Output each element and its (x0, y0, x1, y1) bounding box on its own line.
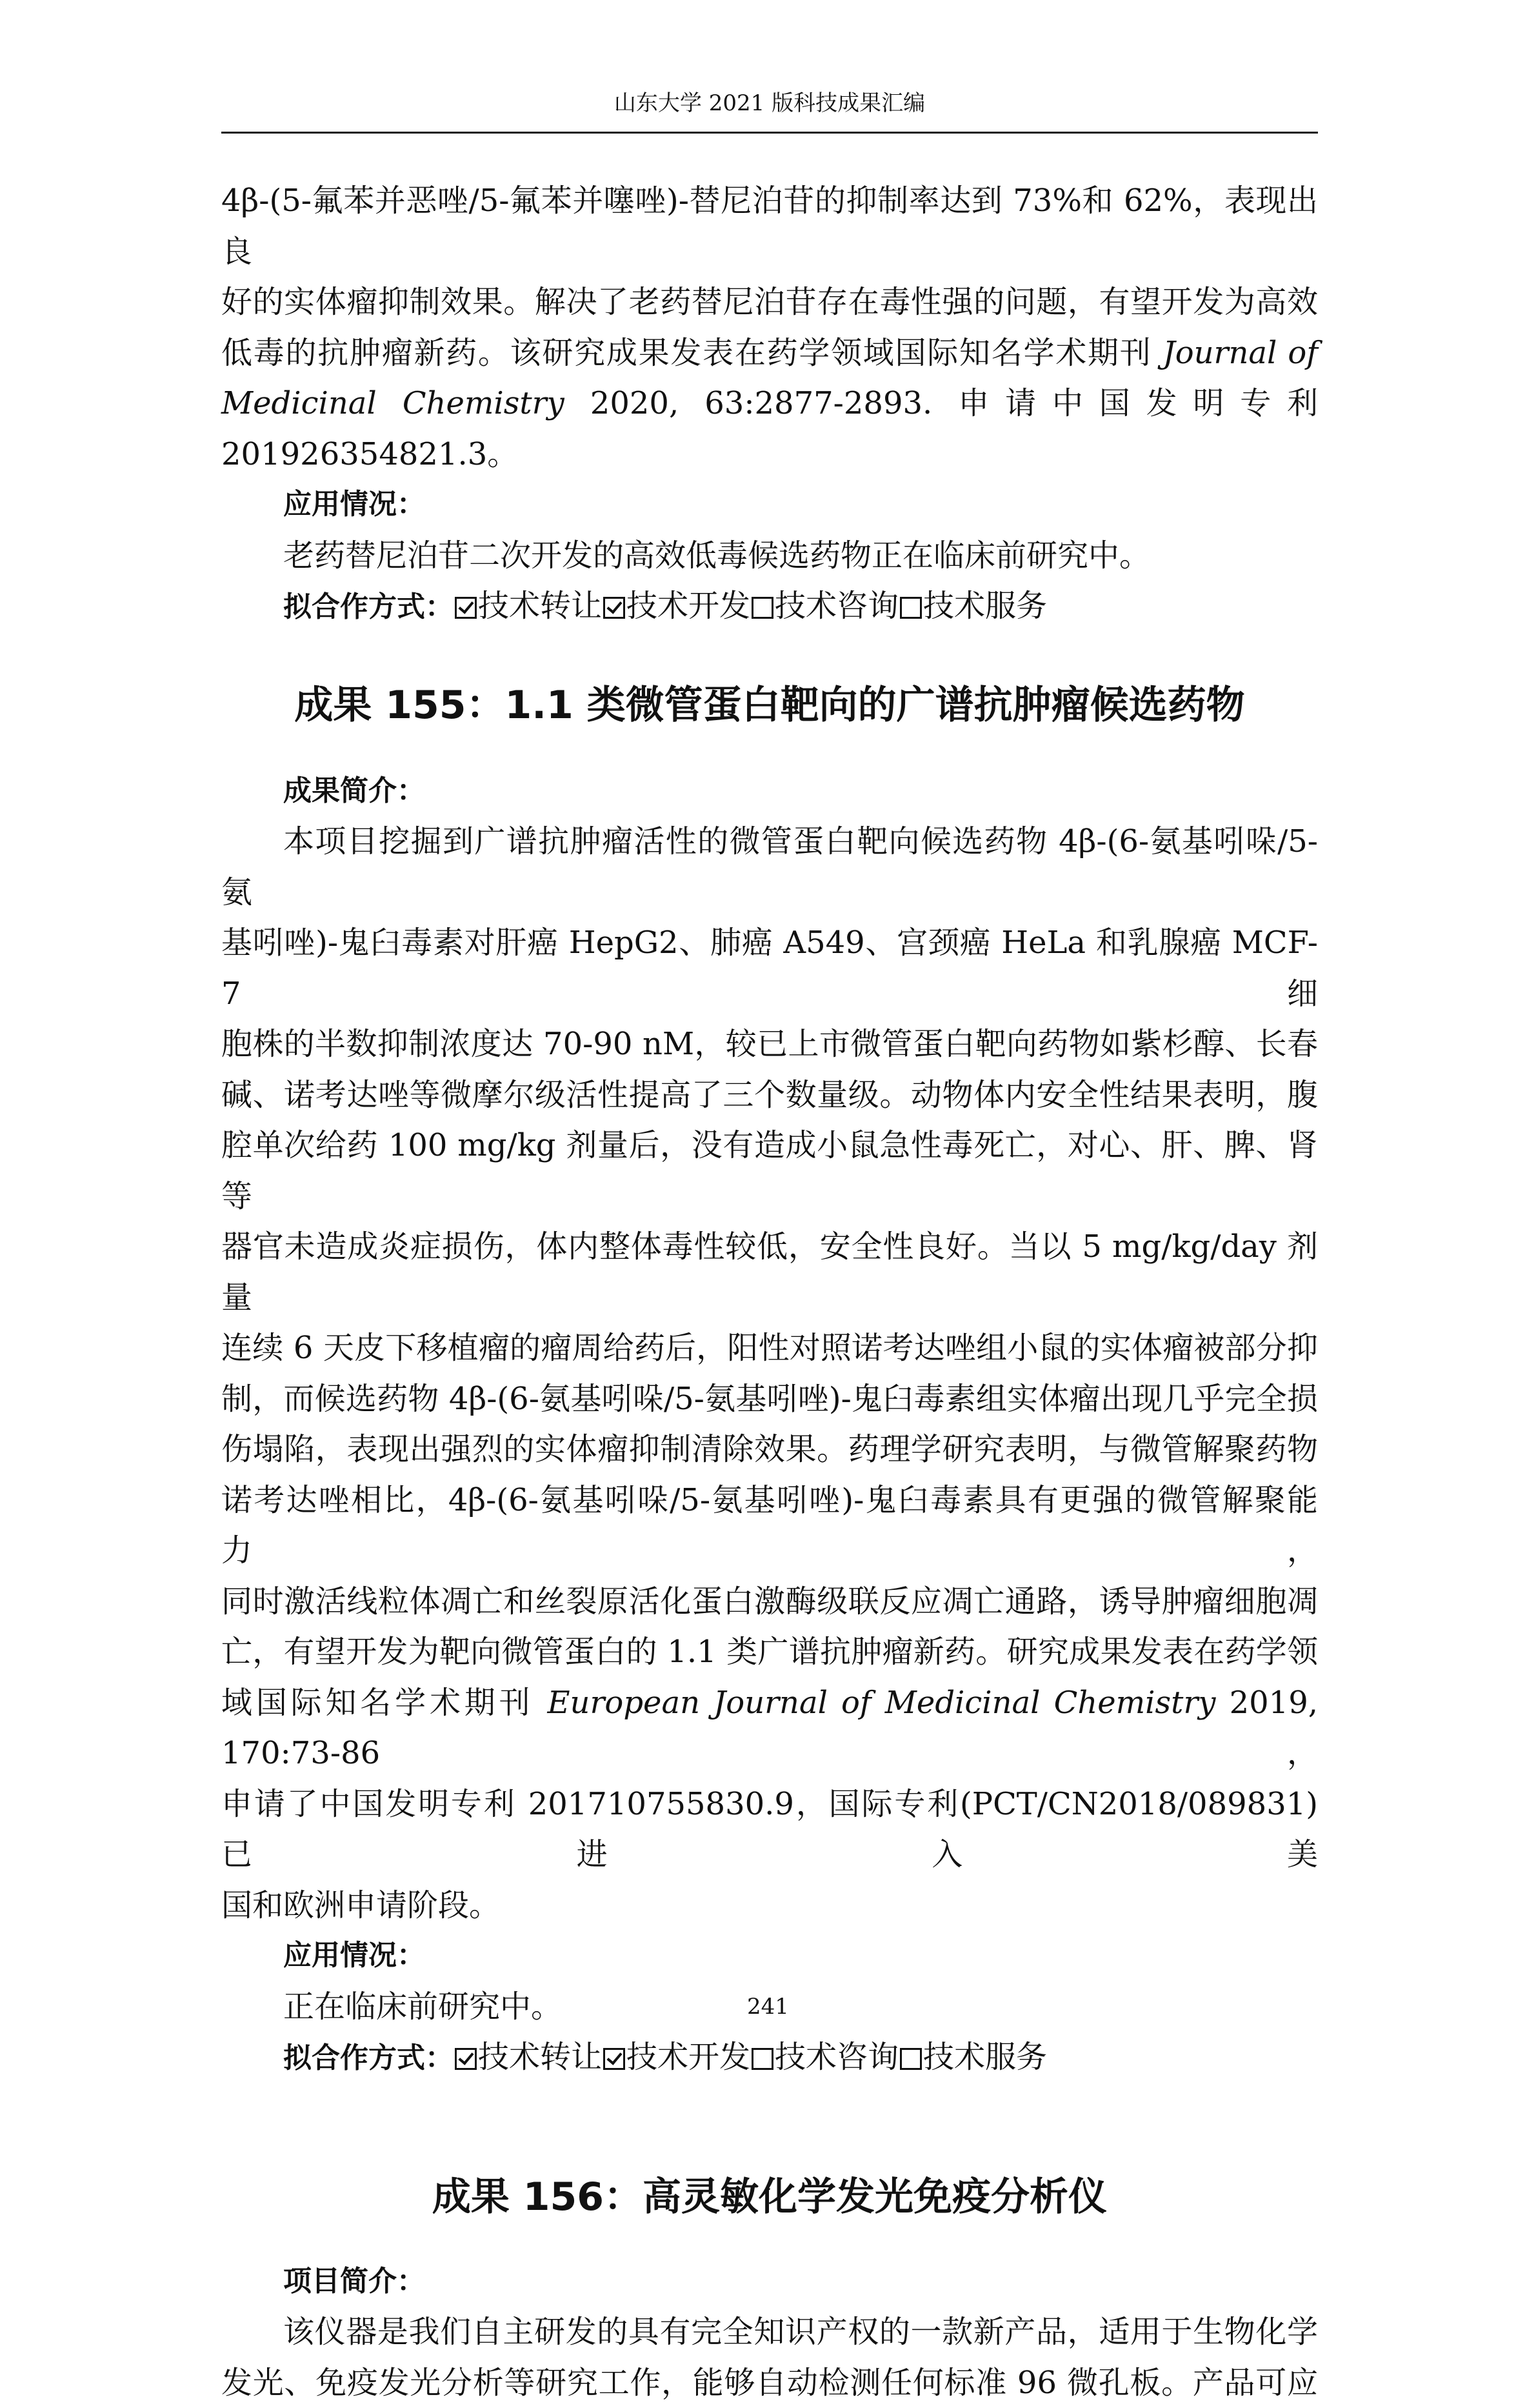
unchecked-box-icon (900, 2048, 922, 2070)
journal-name: Medicinal Chemistry (221, 385, 564, 421)
unchecked-box-icon (900, 597, 922, 619)
paragraph-line: 腔单次给药 100 mg/kg 剂量后，没有造成小鼠急性毒死亡，对心、肝、脾、肾等 (221, 1120, 1318, 1221)
paragraph-line: 连续 6 天皮下移植瘤的瘤周给药后，阳性对照诺考达唑组小鼠的实体瘤被部分抑 (221, 1323, 1318, 1374)
coop-option: 技术咨询 (775, 588, 899, 624)
cooperation-label: 拟合作方式： (283, 2042, 454, 2074)
checked-box-icon (603, 2048, 625, 2070)
paragraph-line: 伤塌陷，表现出强烈的实体瘤抑制清除效果。药理学研究表明，与微管解聚药物 (221, 1424, 1318, 1475)
paragraph-line: 诺考达唑相比，4β-(6-氨基吲哚/5-氨基吲唑)-鬼臼毒素具有更强的微管解聚能力， (221, 1475, 1318, 1576)
intro-heading: 项目简介： (221, 2256, 1318, 2307)
paragraph-line: 4β-(5-氟苯并恶唑/5-氟苯并噻唑)-替尼泊苷的抑制率达到 73%和 62%，表现出良 (221, 176, 1318, 277)
intro-heading: 成果简介： (221, 766, 1318, 817)
page-content (221, 176, 1318, 2408)
journal-name: Journal of (1162, 335, 1318, 371)
paragraph-line (221, 378, 1318, 479)
checked-box-icon (455, 2048, 477, 2070)
application-heading: 应用情况： (221, 479, 1318, 530)
page-number: 241 (0, 1992, 1536, 2021)
coop-option: 技术开发 (626, 2039, 750, 2075)
journal-name: European Journal of Medicinal Chemistry (548, 1685, 1216, 1721)
paragraph-line (221, 1678, 1318, 1779)
cooperation-label: 拟合作方式： (283, 590, 454, 623)
unchecked-box-icon (752, 2048, 773, 2070)
checked-box-icon (455, 597, 477, 619)
paragraph-line (221, 328, 1318, 379)
paragraph-line: 胞株的半数抑制浓度达 70-90 nM，较已上市微管蛋白靶向药物如紫杉醇、长春 (221, 1019, 1318, 1070)
paragraph-line: 国和欧洲申请阶段。 (221, 1880, 1318, 1931)
checked-box-icon (603, 597, 625, 619)
coop-option: 技术服务 (923, 2039, 1047, 2075)
text-span: 2019, 170:73-86， (221, 1685, 1318, 1772)
text-span: 域国际知名学术期刊 (221, 1685, 548, 1721)
paragraph-line: 申请了中国发明专利 201710755830.9，国际专利(PCT/CN2018/089831)已进入美 (221, 1779, 1318, 1880)
paragraph-line: 碱、诺考达唑等微摩尔级活性提高了三个数量级。动物体内安全性结果表明，腹 (221, 1070, 1318, 1121)
header-rule (221, 132, 1318, 134)
paragraph-line: 本项目挖掘到广谱抗肿瘤活性的微管蛋白靶向候选药物 4β-(6-氨基吲哚/5-氨 (221, 816, 1318, 918)
paragraph-line: 器官未造成炎症损伤，体内整体毒性较低，安全性良好。当以 5 mg/kg/day 剂量 (221, 1221, 1318, 1323)
text-span: 2020, 63:2877-2893. 申请中国发明专利 201926354821.3。 (221, 385, 1318, 472)
paragraph-line: 发光、免疫发光分析等研究工作，能够自动检测任何标准 96 微孔板。产品可应 (221, 2358, 1318, 2408)
paragraph-line: 基吲唑)-鬼臼毒素对肝癌 HepG2、肺癌 A549、宫颈癌 HeLa 和乳腺癌 MCF-7 细 (221, 918, 1318, 1019)
coop-option: 技术开发 (626, 588, 750, 624)
paragraph-line: 制，而候选药物 4β-(6-氨基吲哚/5-氨基吲唑)-鬼臼毒素组实体瘤出现几乎完全损 (221, 1374, 1318, 1425)
coop-option: 技术服务 (923, 588, 1047, 624)
coop-option: 技术咨询 (775, 2039, 899, 2075)
unchecked-box-icon (752, 597, 773, 619)
cooperation-line (221, 2032, 1318, 2084)
coop-option: 技术转让 (478, 2039, 602, 2075)
coop-option: 技术转让 (478, 588, 602, 624)
running-header: 山东大学 2021 版科技成果汇编 (221, 89, 1318, 117)
application-heading: 应用情况： (221, 1931, 1318, 1982)
paragraph-line: 同时激活线粒体凋亡和丝裂原活化蛋白激酶级联反应凋亡通路，诱导肿瘤细胞凋 (221, 1576, 1318, 1627)
application-text: 正在临床前研究中。 (221, 1982, 1318, 2032)
paragraph-line: 该仪器是我们自主研发的具有完全知识产权的一款新产品，适用于生物化学 (221, 2307, 1318, 2358)
paragraph-line: 好的实体瘤抑制效果。解决了老药替尼泊苷存在毒性强的问题，有望开发为高效 (221, 277, 1318, 328)
paragraph-line: 亡，有望开发为靶向微管蛋白的 1.1 类广谱抗肿瘤新药。研究成果发表在药学领 (221, 1627, 1318, 1678)
item-155-title: 成果 155：1.1 类微管蛋白靶向的广谱抗肿瘤候选药物 (221, 679, 1318, 731)
cooperation-line (221, 581, 1318, 633)
text-span: 低毒的抗肿瘤新药。该研究成果发表在药学领域国际知名学术期刊 (221, 335, 1162, 371)
item-156-title: 成果 156：高灵敏化学发光免疫分析仪 (221, 2171, 1318, 2223)
application-text: 老药替尼泊苷二次开发的高效低毒候选药物正在临床前研究中。 (221, 530, 1318, 581)
